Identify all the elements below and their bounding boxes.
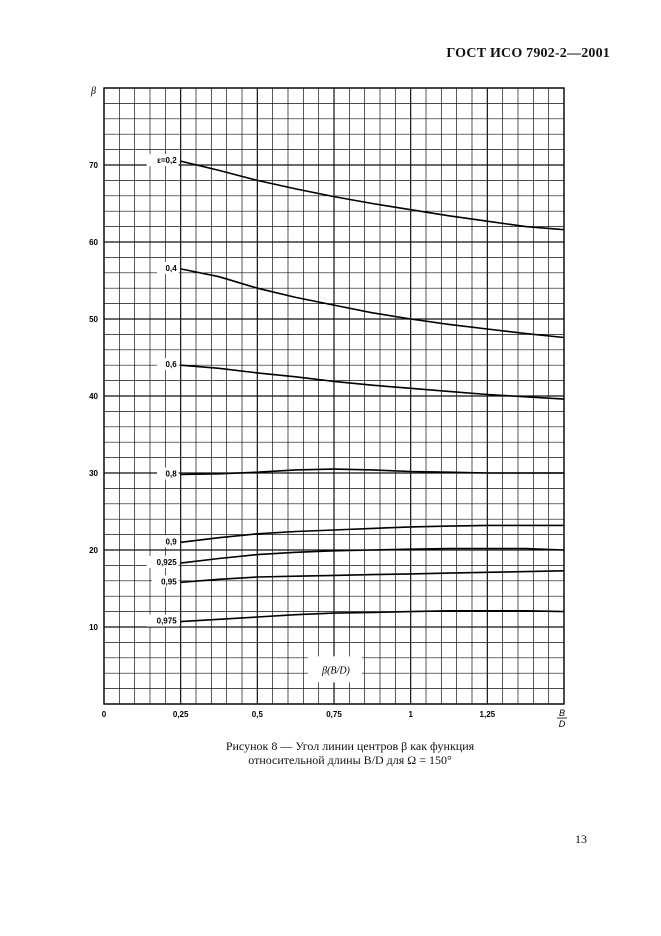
x-tick-label: 0,75 [326,710,342,719]
figure-caption-line-1: Рисунок 8 — Угол линии центров β как функция [225,739,475,753]
x-axis-title-numerator: B [558,708,566,718]
series-label: ε=0,2 [157,156,177,166]
page-number: 13 [575,832,587,846]
series-line [181,469,564,474]
label-layer [147,154,179,626]
series-line [181,611,564,622]
series-label: 0,4 [165,263,177,273]
series-line [181,525,564,542]
x-tick-label: 1 [408,710,413,719]
y-tick-label: 50 [89,315,98,324]
axis-title-layer [90,86,567,729]
document-header: ГОСТ ИСО 7902-2—2001 [446,46,610,61]
y-tick-label: 40 [89,392,98,401]
y-tick-label: 60 [89,238,98,247]
function-annotation: β(B/D) [322,665,350,677]
y-axis-title: β [91,86,96,97]
x-axis-title-denominator: D [558,719,566,729]
series-label: 0,9 [165,537,177,547]
y-tick-label: 20 [89,546,98,555]
figure-caption-line-2: относительной длины B/D для Ω = 150° [248,753,452,767]
y-tick-label: 30 [89,469,98,478]
series-label: 0,975 [156,616,177,626]
x-tick-label: 0 [101,710,107,719]
y-tick-label: 10 [89,623,98,632]
series-label: 0,925 [156,558,177,568]
series-line [181,365,564,399]
series-label: 0,6 [165,360,177,370]
x-tick-label: 0,25 [172,710,189,719]
x-tick-label: 0,5 [251,710,263,719]
series-label: 0,95 [161,577,177,587]
series-line [181,549,564,564]
y-tick-label: 70 [89,161,98,170]
x-tick-label: 1,25 [479,710,496,719]
series-line [181,161,564,230]
series-label: 0,8 [165,469,177,479]
series-line [181,269,564,338]
series-layer [181,161,564,621]
